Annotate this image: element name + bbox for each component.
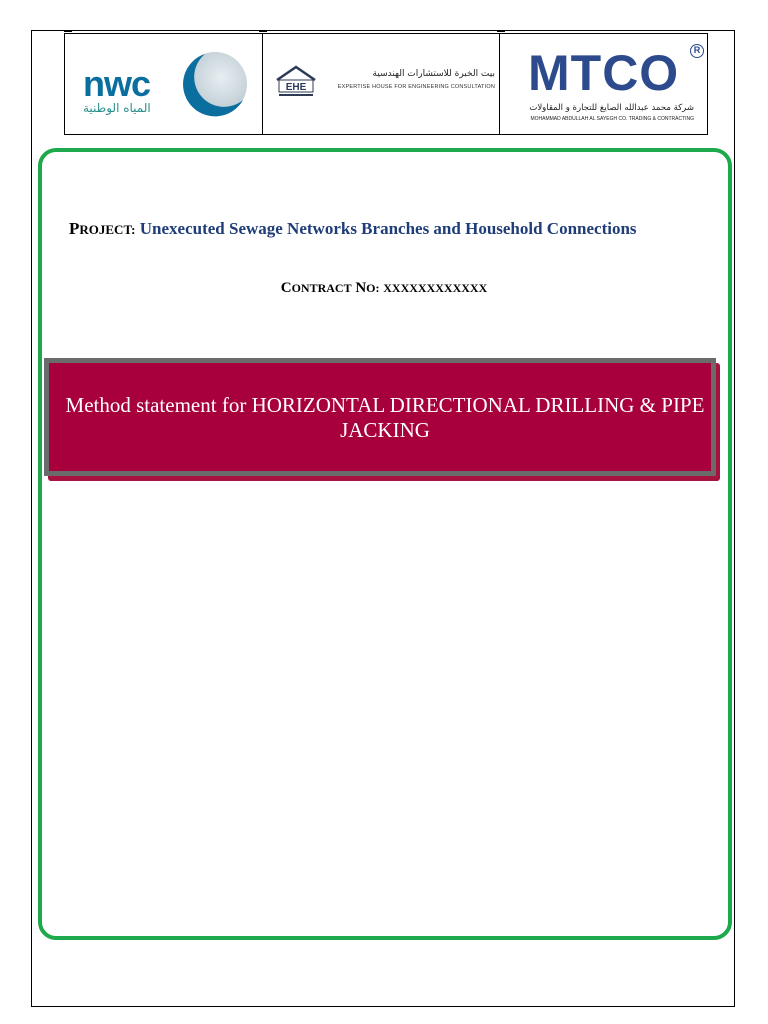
ehe-english-name: EXPERTISE HOUSE FOR ENGINEERING CONSULTATION: [337, 84, 495, 90]
contract-number: XXXXXXXXXXXX: [383, 281, 488, 295]
nwc-logo-cell: [65, 34, 263, 134]
project-line: [69, 219, 729, 239]
ehe-arabic-name: بيت الخبرة للاستشارات الهندسية: [372, 69, 495, 79]
mtco-logo: [524, 42, 704, 132]
logo-header-table: [64, 33, 708, 135]
nwc-logo: [83, 48, 253, 122]
content-frame: [38, 148, 732, 940]
mtco-logo-cell: [500, 34, 707, 134]
table-corner-mark: [259, 31, 267, 32]
contract-label: CONTRACT NO:: [280, 280, 380, 296]
nwc-logo-text: nwc: [83, 63, 151, 104]
project-label: PROJECT:: [69, 219, 136, 238]
table-corner-mark: [497, 31, 505, 32]
title-banner: [44, 358, 716, 476]
ehe-house-icon: [273, 64, 319, 98]
mtco-logo-text: MTCO: [528, 45, 680, 101]
nwc-logo-arabic: المياه الوطنية: [83, 101, 151, 115]
mtco-arabic-name: شركة محمد عبدالله الصايغ للتجارة و المقاولات: [529, 103, 694, 113]
ehe-logo: [273, 64, 493, 100]
contract-line: [0, 280, 768, 297]
project-title: Unexecuted Sewage Networks Branches and Household Connections: [139, 219, 637, 238]
svg-text:EHE: EHE: [285, 82, 307, 93]
mtco-english-name: MOHAMMAD ABDULLAH AL SAYEGH CO. TRADING & CONTRACTING: [530, 116, 694, 122]
table-corner-mark: [64, 31, 72, 32]
nwc-globe-icon: [175, 48, 249, 122]
ehe-logo-cell: [263, 34, 500, 134]
document-title: Method statement for HORIZONTAL DIRECTIONAL DRILLING & PIPE JACKING: [65, 393, 705, 442]
registered-trademark-icon: R: [690, 44, 704, 58]
